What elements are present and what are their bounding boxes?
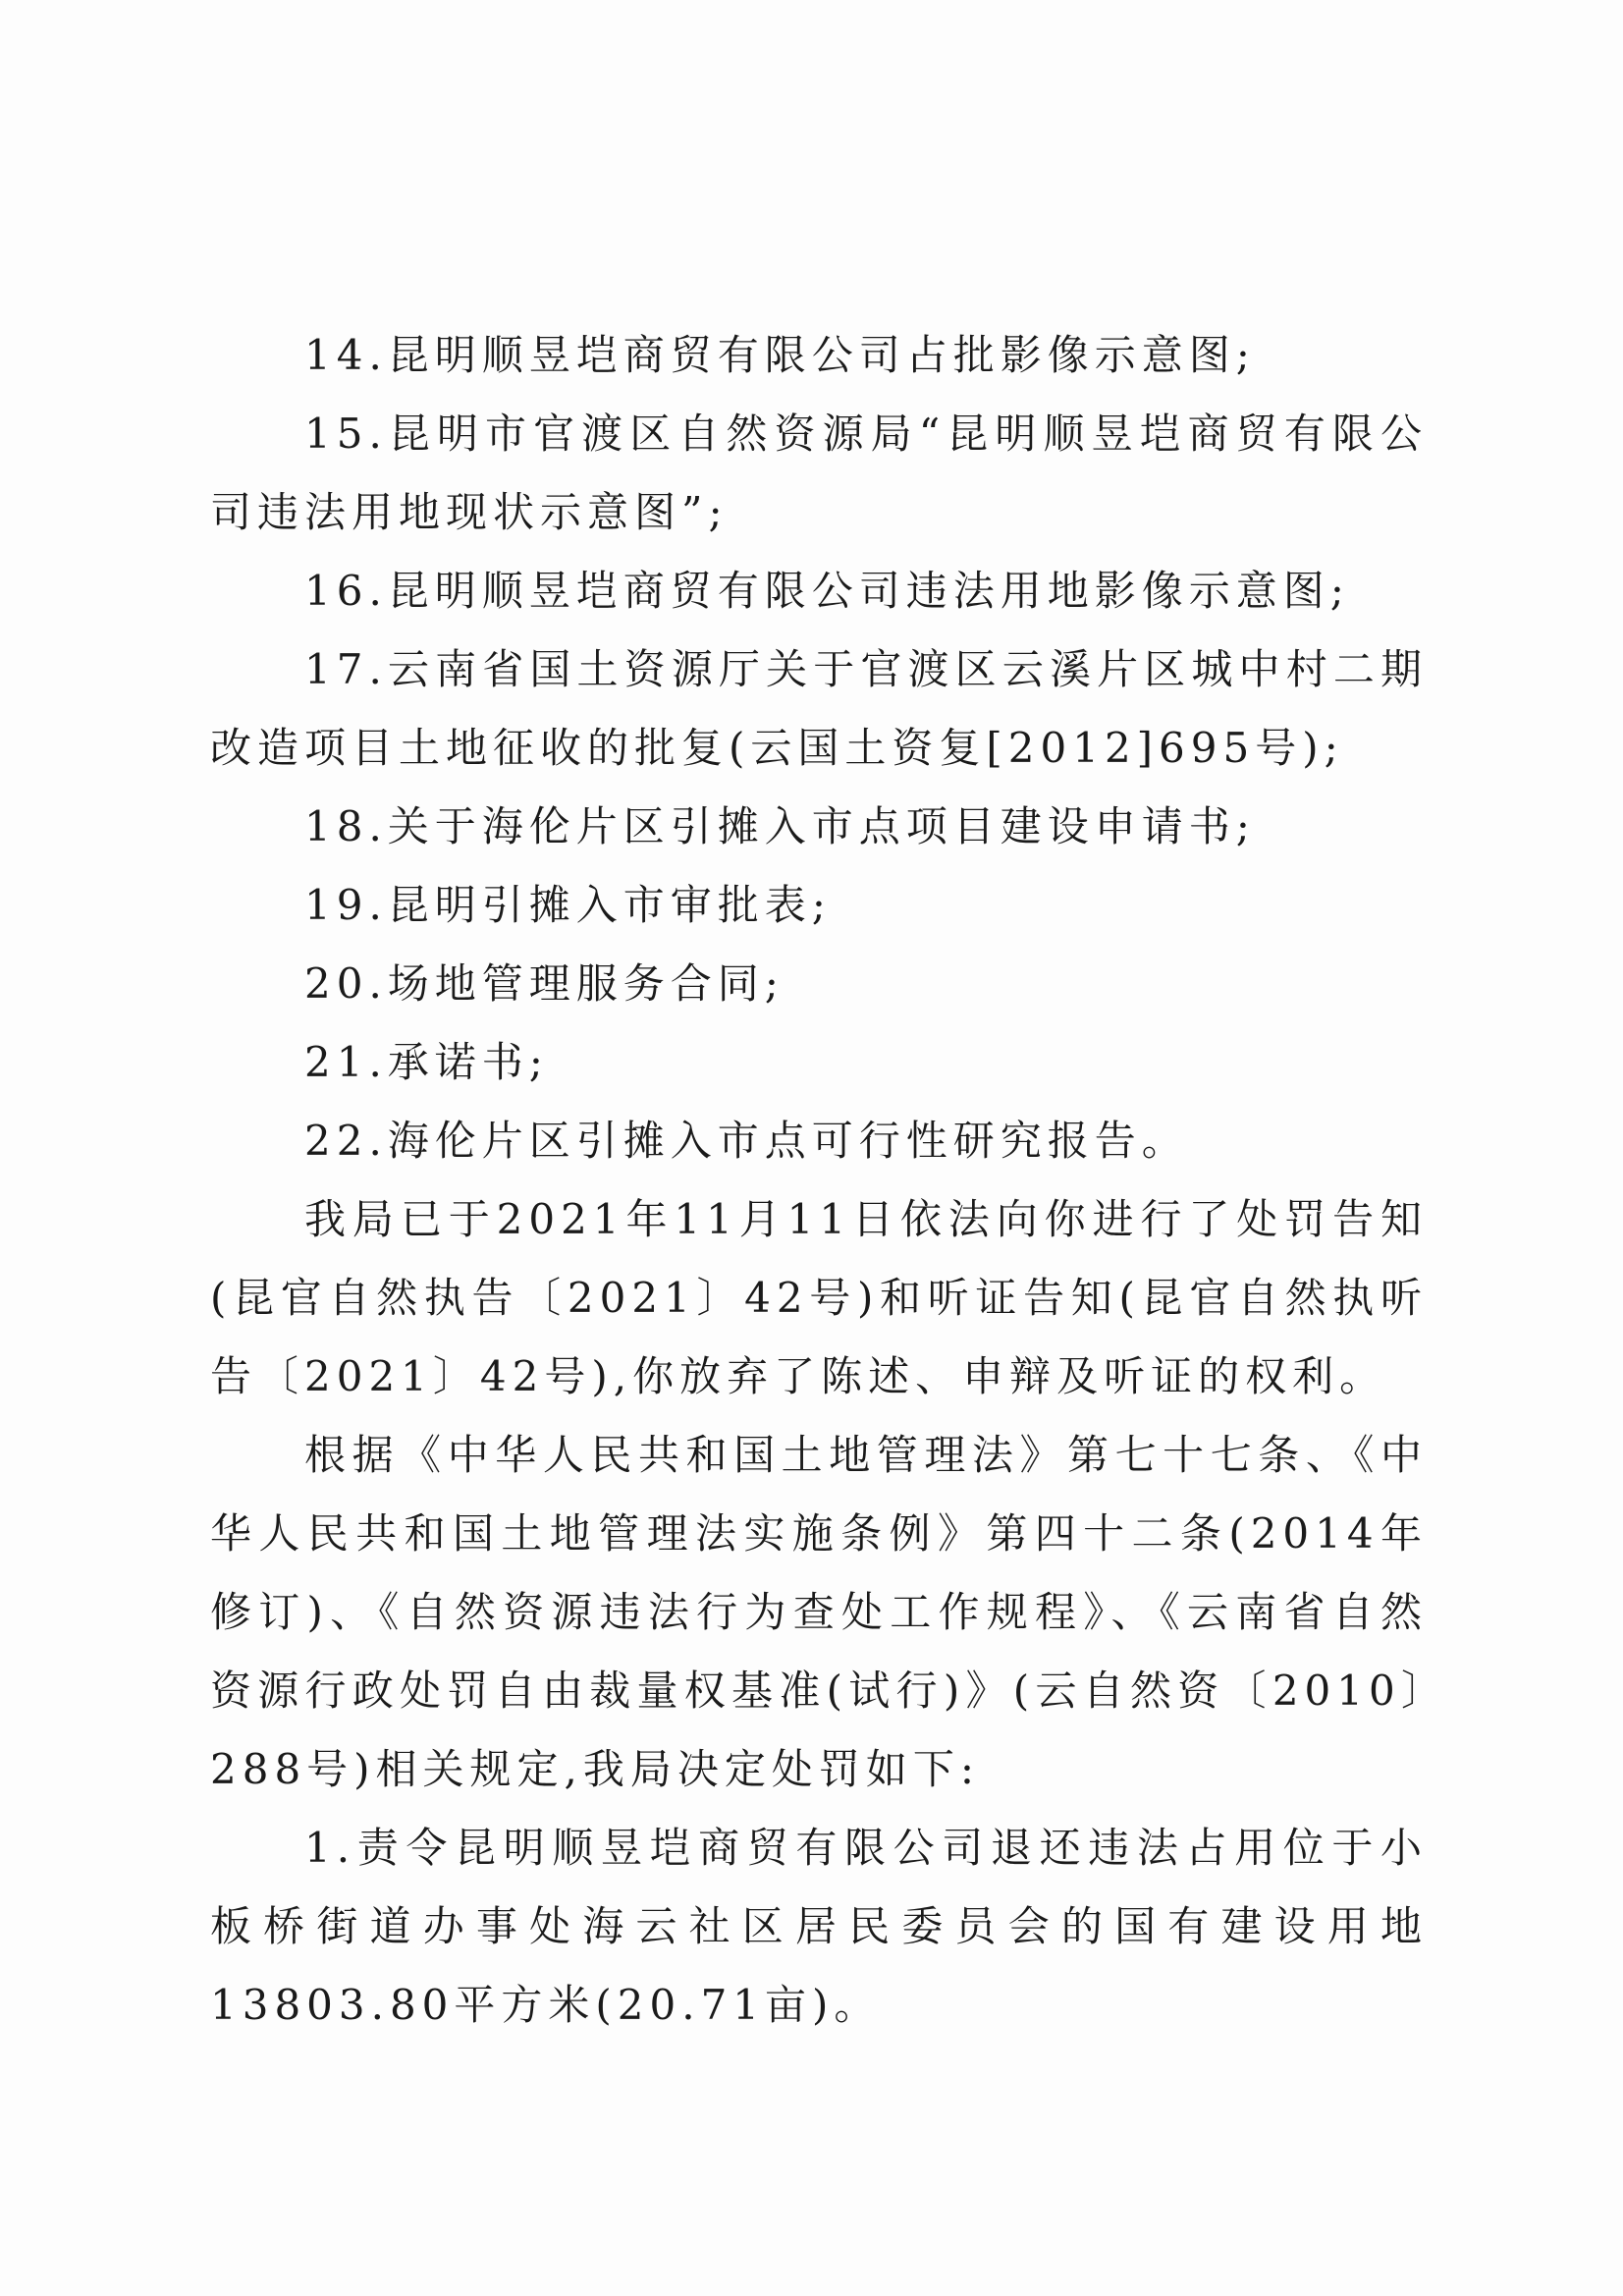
attachment-item-16: 16.昆明顺昱垲商贸有限公司违法用地影像示意图; [304, 567, 1350, 615]
attachment-item-22: 22.海伦片区引摊入市点可行性研究报告。 [304, 1117, 1189, 1165]
attachment-item-15: 15.昆明市官渡区自然资源局“昆明顺昱垲商贸有限公司违法用地现状示意图”; [210, 410, 1428, 536]
attachment-item-21: 21.承诺书; [304, 1038, 549, 1086]
attachment-item-20: 20.场地管理服务合同; [304, 959, 784, 1008]
attachment-item-14: 14.昆明顺昱垲商贸有限公司占批影像示意图; [304, 331, 1256, 379]
document-body [210, 316, 1428, 2045]
penalty-item-1: 1.责令昆明顺昱垲商贸有限公司退还违法占用位于小板桥街道办事处海云社区居民委员会的国有建设用地13803.80平方米(20.71亩)。 [210, 1824, 1428, 2029]
attachment-item-18: 18.关于海伦片区引摊入市点项目建设申请书; [304, 802, 1256, 850]
notice-paragraph: 我局已于2021年11月11日依法向你进行了处罚告知(昆官自然执告〔2021〕42号)和听证告知(昆官自然执听告〔2021〕42号),你放弃了陈述、申辩及听证的权利。 [210, 1195, 1428, 1400]
attachment-item-19: 19.昆明引摊入市审批表; [304, 881, 832, 929]
attachment-item-17: 17.云南省国土资源厅关于官渡区云溪片区城中村二期改造项目土地征收的批复(云国土资复[2012]695号); [210, 645, 1428, 772]
legal-basis-paragraph: 根据《中华人民共和国土地管理法》第七十七条、《中华人民共和国土地管理法实施条例》第四十二条(2014年修订)、《自然资源违法行为查处工作规程》、《云南省自然资源行政处罚自由裁量权基准(试行)》(云自然资〔2010〕288号)相关规定,我局决定处罚如下: [210, 1431, 1428, 1793]
